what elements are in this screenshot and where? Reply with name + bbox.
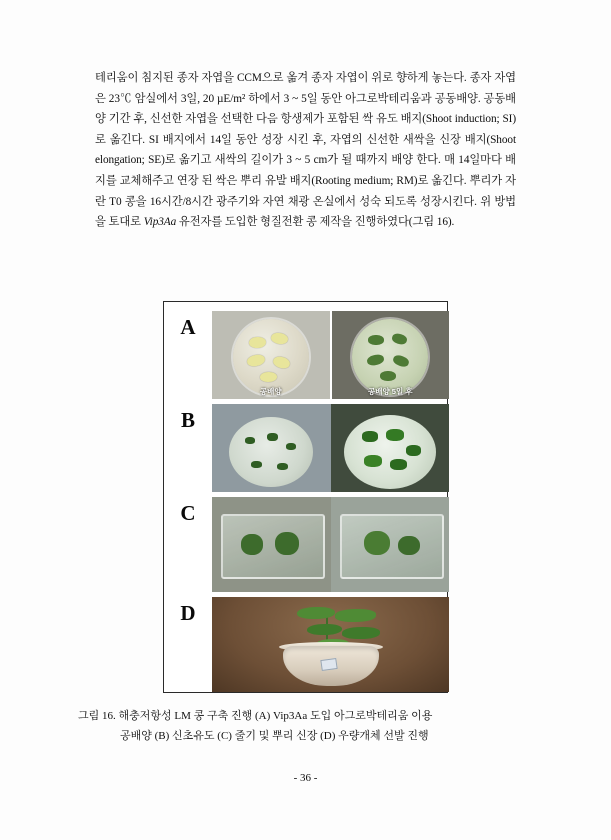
page-number: - 36 - bbox=[293, 772, 318, 784]
figure-caption-line-2: 공배양 (B) 신초유도 (C) 줄기 및 뿌리 신장 (D) 우량개체 선발 진행 bbox=[120, 729, 429, 742]
figure-panel-d bbox=[164, 597, 449, 692]
petri-dish-cocultivation bbox=[233, 319, 309, 395]
body-paragraph-tail: 유전자를 도입한 형질전환 콩 제작을 진행하였다(그림 16). bbox=[176, 216, 455, 229]
figure-panel-c bbox=[164, 497, 449, 592]
panel-a-images bbox=[212, 311, 449, 399]
panel-c-photo-right bbox=[331, 497, 450, 592]
panel-a-photo-left bbox=[212, 311, 330, 399]
figure-panel-b bbox=[164, 404, 449, 492]
panel-d-image bbox=[212, 597, 449, 692]
figure-16 bbox=[163, 301, 448, 693]
panel-label-b: B bbox=[164, 404, 212, 492]
panel-b-photo-right bbox=[331, 404, 450, 492]
panel-label-d: D bbox=[164, 597, 212, 692]
petri-dish-after-5-days bbox=[352, 319, 428, 395]
figure-panel-a bbox=[164, 311, 449, 399]
panel-label-c: C bbox=[164, 497, 212, 592]
figure-caption-line-1: 그림 16. 해충저항성 LM 콩 구축 진행 (A) Vip3Aa 도입 아그로박테리움 이용 bbox=[78, 710, 433, 722]
panel-a-left-caption: 공배양 bbox=[259, 387, 282, 396]
petri-dish-shoot-induction bbox=[229, 417, 313, 487]
body-paragraph-text: 테리움이 침지된 종자 자엽을 CCM으로 옮겨 종자 자엽이 위로 향하게 놓는다. 종자 자엽은 23℃ 암실에서 3일, 20 µE/m² 하에서 3 ~ 5일 동안 아그로박테리움과 공동배양. 공동배양 기간 후, 신선한 자엽을 선택한 다음 항생제가 포함된 싹 유도 배지(Shoot induction; SI)로 옮긴다. SI 배지에서 14일 동안 성장 시킨 후, 자엽의 신선한 새싹을 신장 배지(Shoot elongation; SE)로 옮기고 새싹의 길이가 3 ~ 5 cm가 될 때까지 배양 한다. 매 14일마다 배지를 교체해주고 연장 된 싹은 뿌리 유발 배지(Rooting medium; RM)로 옮긴다. 뿌리가 자란 T0 콩을 16시간/8시간 광주기와 자연 채광 온실에서 성숙 되도록 성장시킨다. 위 방법을 토대로 bbox=[95, 72, 516, 229]
culture-box-left bbox=[221, 514, 325, 579]
panel-b-images bbox=[212, 404, 449, 492]
panel-label-a: A bbox=[164, 311, 212, 399]
figure-caption bbox=[78, 707, 534, 746]
panel-c-photo-left bbox=[212, 497, 331, 592]
gene-name-italic: Vip3Aa bbox=[143, 216, 177, 229]
plant-label-tag bbox=[320, 658, 337, 671]
culture-box-right bbox=[340, 514, 444, 579]
panel-b-photo-left bbox=[212, 404, 331, 492]
panel-a-right-caption: 공배양 5일 후 bbox=[367, 387, 413, 396]
panel-a-photo-right bbox=[332, 311, 450, 399]
petri-dish-shoots-growing bbox=[344, 415, 436, 489]
panel-c-images bbox=[212, 497, 449, 592]
body-paragraph bbox=[95, 68, 516, 233]
